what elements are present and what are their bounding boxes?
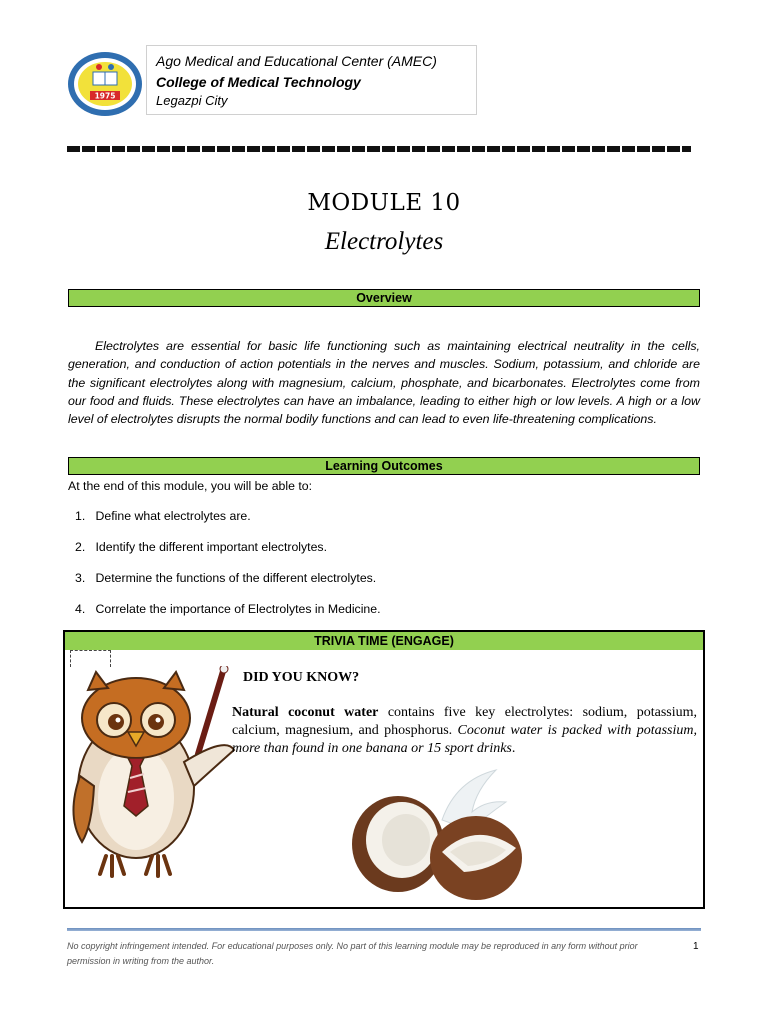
outcome-item xyxy=(75,602,381,616)
trivia-heading: TRIVIA TIME (ENGAGE) xyxy=(65,632,703,650)
fact-italic-text: Coconut water is packed with potassium, more than found in one banana or 15 sport drinks xyxy=(232,723,697,756)
outcome-item xyxy=(75,509,251,523)
did-you-know-heading: DID YOU KNOW? xyxy=(243,670,360,685)
outcome-text: Correlate the importance of Electrolytes in Medicine. xyxy=(95,602,381,616)
institution-name: Ago Medical and Educational Center (AMEC) xyxy=(156,53,437,69)
outcome-item xyxy=(75,540,327,554)
college-name: College of Medical Technology xyxy=(156,74,361,90)
overview-heading: Overview xyxy=(68,289,700,307)
page-number: 1 xyxy=(693,941,699,952)
logo-year: 1975 xyxy=(94,91,116,101)
module-subtitle: Electrolytes xyxy=(324,228,444,255)
trivia-fact xyxy=(232,704,697,758)
cracked-coconut-photo xyxy=(346,760,534,904)
dashed-divider xyxy=(67,146,691,152)
city-name: Legazpi City xyxy=(156,93,228,108)
fact-highlight: Natural coconut water xyxy=(232,705,379,720)
outcome-number: 1. xyxy=(75,509,86,523)
outcome-text: Identify the different important electrolytes. xyxy=(95,540,328,554)
fact-end: . xyxy=(511,741,516,756)
outcomes-intro: At the end of this module, you will be able to: xyxy=(68,479,313,493)
outcome-text: Determine the functions of the different electrolytes. xyxy=(95,571,377,585)
dashed-placeholder xyxy=(70,650,111,667)
owl-teacher-illustration xyxy=(66,666,246,880)
outcome-number: 3. xyxy=(75,571,86,585)
overview-paragraph: Electrolytes are essential for basic life functioning such as maintaining electrical neutrality in the cells, generation, and conduction of action potentials in the nerves and muscles. Sodium, potassium, and chloride are the significant electrolytes along with magnesium, calcium, phosphate, and bicarbonates. Electrolytes come from our food and fluids. These electrolytes can have an imbalance, leading to either high or low levels. A high or a low level of electrolytes disrupts the normal bodily functions and can lead to even life-threatening complications. xyxy=(68,339,700,427)
footer-disclaimer: No copyright infringement intended. For educational purposes only. No part of this learning module may be reproduced in any form without prior permission in writing from the author. xyxy=(67,941,638,966)
footer-divider xyxy=(67,928,701,931)
outcome-number: 4. xyxy=(75,602,86,616)
learning-outcomes-heading: Learning Outcomes xyxy=(68,457,700,475)
module-title: MODULE 10 xyxy=(307,190,461,216)
outcome-text: Define what electrolytes are. xyxy=(95,509,251,523)
outcome-item xyxy=(75,571,376,585)
fact-text: contains five key electrolytes: sodium, potassium, calcium, magnesium, and phosphorus. xyxy=(232,705,698,738)
outcome-number: 2. xyxy=(75,540,86,554)
amec-logo xyxy=(66,50,144,118)
